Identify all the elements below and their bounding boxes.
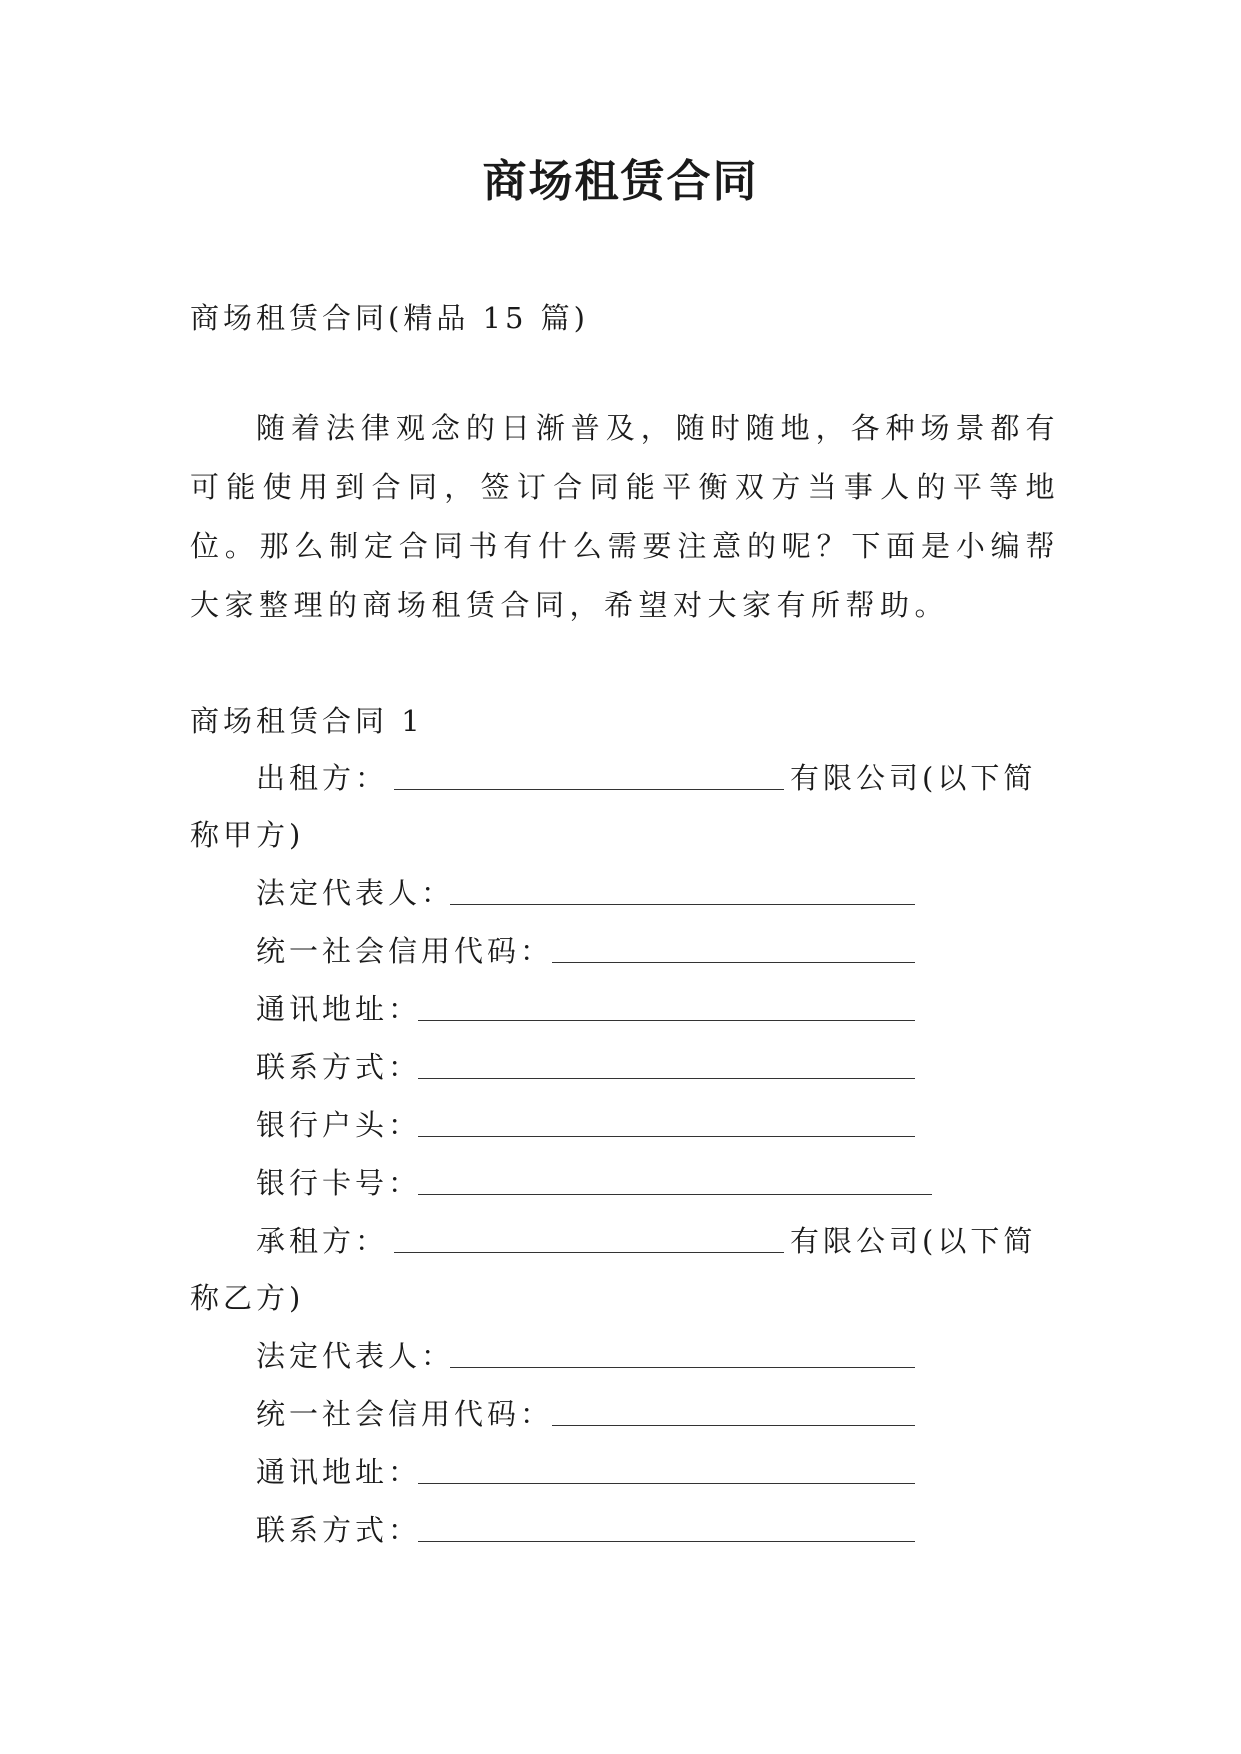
document-subtitle: 商场租赁合同(精品 15 篇) [190, 301, 589, 335]
lessee-field-credit-code: 统一社会信用代码： [256, 1397, 554, 1431]
lessor-legal-rep-blank[interactable] [450, 878, 915, 905]
lessor-contact-blank[interactable] [418, 1052, 915, 1079]
lessor-credit-code-blank[interactable] [552, 936, 915, 963]
lessor-continuation: 称甲方) [190, 818, 305, 852]
lessee-continuation: 称乙方) [190, 1281, 305, 1315]
lessor-field-contact: 联系方式： [256, 1050, 422, 1084]
lessor-card-number-blank[interactable] [418, 1168, 932, 1195]
lessor-bank-account-blank[interactable] [418, 1110, 915, 1137]
lessee-legal-rep-blank[interactable] [450, 1341, 915, 1368]
lessor-field-bank-account: 银行户头： [256, 1108, 422, 1142]
lessee-suffix: 有限公司(以下简 [790, 1224, 1037, 1258]
lessor-name-blank[interactable] [394, 763, 784, 790]
lessee-address-blank[interactable] [418, 1457, 915, 1484]
lessor-field-card-number: 银行卡号： [256, 1166, 422, 1200]
lessor-suffix: 有限公司(以下简 [790, 761, 1037, 795]
lessee-contact-blank[interactable] [418, 1515, 915, 1542]
lessor-field-address: 通讯地址： [256, 992, 422, 1026]
document-title: 商场租赁合同 [482, 156, 759, 207]
lessee-field-contact: 联系方式： [256, 1513, 422, 1547]
lessee-credit-code-blank[interactable] [552, 1399, 915, 1426]
section-heading: 商场租赁合同 1 [190, 704, 424, 738]
lessor-field-credit-code: 统一社会信用代码： [256, 934, 554, 968]
lessor-label: 出租方： [256, 761, 389, 795]
intro-paragraph: 随着法律观念的日渐普及，随时随地，各种场景都有可能使用到合同，签订合同能平衡双方当事人的平等地位。那么制定合同书有什么需要注意的呢？下面是小编帮大家整理的商场租赁合同，希望对大家有所帮助。 [190, 411, 1060, 622]
lessee-field-legal-rep: 法定代表人： [256, 1339, 455, 1373]
lessor-address-blank[interactable] [418, 994, 915, 1021]
lessor-field-legal-rep: 法定代表人： [256, 876, 455, 910]
lessee-name-blank[interactable] [394, 1226, 784, 1253]
lessee-field-address: 通讯地址： [256, 1455, 422, 1489]
lessee-label: 承租方： [256, 1224, 389, 1258]
